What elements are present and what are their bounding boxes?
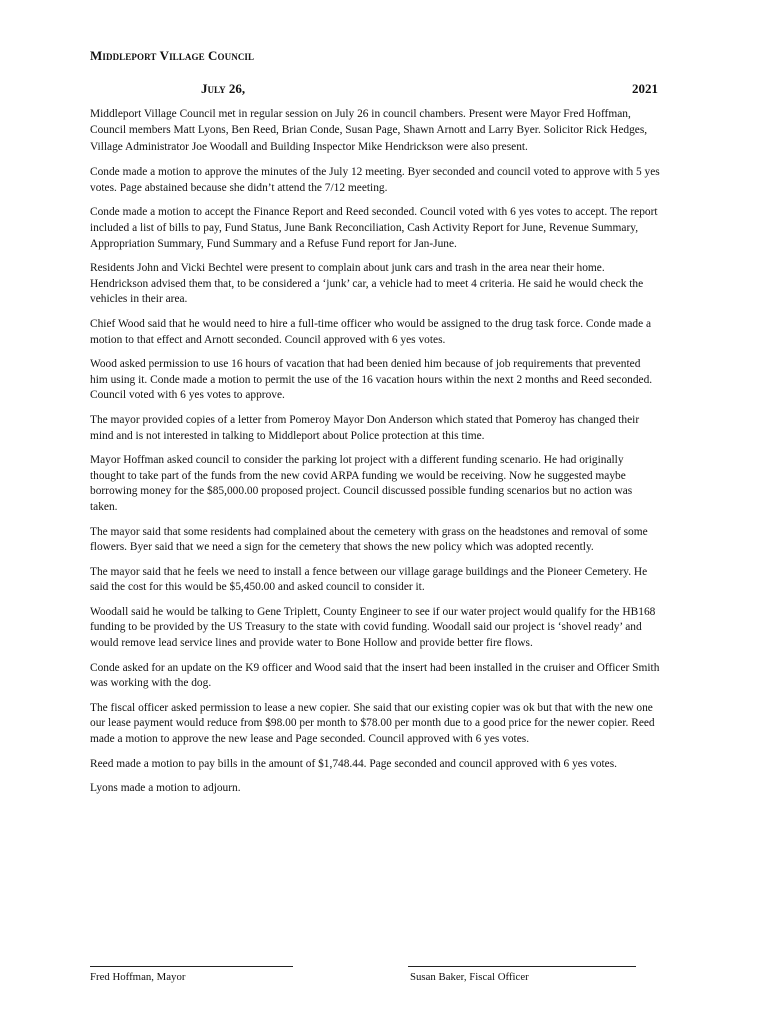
meeting-year: 2021	[632, 81, 658, 96]
document-page	[90, 48, 660, 806]
paragraph-pomeroy-letter: The mayor provided copies of a letter from Pomeroy Mayor Don Anderson which stated that Pomeroy has changed their mind and is not interested in talking to Middleport about Police protection at this time.	[90, 413, 640, 442]
paragraph-water-project: Woodall said he would be talking to Gene Triplett, County Engineer to see if our water project would qualify for the HB168 funding to be provided by the US Treasury to the state with covid funding. Woodall said our project is ‘shovel ready’ and would remove lead service lines and provide water to Bone Hollow and provide better fire flows.	[90, 605, 656, 650]
paragraph-finance-report: Conde made a motion to accept the Finance Report and Reed seconded. Council voted with 6 yes votes to accept. The report included a list of bills to pay, Fund Status, June Bank Reconciliation, Cash Activity Report for June, Revenue Summary, Appropriation Summary, Fund Summary and a Refuse Fund report for Jan-June.	[90, 206, 658, 250]
paragraph-adjourn: Lyons made a motion to adjourn.	[90, 782, 241, 795]
paragraph-cemetery-fence: The mayor said that he feels we need to install a fence between our village garage buildings and the Pioneer Cemetery. He said the cost for this would be $5,450.00 and asked council to consider it.	[90, 565, 648, 594]
paragraph-cemetery-complaints: The mayor said that some residents had complained about the cemetery with grass on the headstones and removal of some flowers. Byer said that we need a sign for the cemetery that shows the new policy which was adopted recently.	[90, 525, 648, 554]
council-title: Middleport Village Council	[90, 48, 255, 63]
paragraph-k9-officer: Conde asked for an update on the K9 officer and Wood said that the insert had been installed in the cruiser and Officer Smith was working with the dog.	[90, 661, 660, 690]
fiscal-officer-signature	[408, 966, 636, 983]
paragraph-minutes-approval: Conde made a motion to approve the minutes of the July 12 meeting. Byer seconded and council voted to approve with 5 yes votes. Page abstained because she didn’t attend the 7/12 meeting.	[90, 166, 660, 194]
signature-block	[90, 966, 650, 996]
fiscal-officer-name: Susan Baker, Fiscal Officer	[410, 971, 529, 983]
paragraph-pay-bills: Reed made a motion to pay bills in the amount of $1,748.44. Page seconded and council approved with 6 yes votes.	[90, 757, 618, 770]
mayor-signature-line	[90, 966, 293, 967]
paragraph-attendance: Middleport Village Council met in regular session on July 26 in council chambers. Present were Mayor Fred Hoffman, Council members Matt Lyons, Ben Reed, Brian Conde, Susan Page, Shawn Arnott and Larry Byer. Solicitor Rick Hedges, Village Administrator Joe Woodall and Building Inspector Mike Hendrickson were also present.	[90, 108, 648, 153]
paragraph-parking-lot: Mayor Hoffman asked council to consider the parking lot project with a different funding scenario. He had originally thought to take part of the funds from the new covid ARPA funding we would be receiving. Now he suggested maybe borrowing money for the $85,000.00 proposed project. Council discussed possible funding scenarios but no action was taken.	[90, 454, 633, 513]
paragraph-drug-task-force: Chief Wood said that he would need to hire a full-time officer who would be assigned to the drug task force. Conde made a motion to that effect and Arnott seconded. Council approved with 6 yes votes.	[90, 317, 652, 346]
meeting-date: July 26,	[201, 81, 246, 96]
mayor-signature	[90, 966, 293, 983]
meeting-date-row	[90, 80, 660, 98]
paragraph-vacation-hours: Wood asked permission to use 16 hours of vacation that had been denied him because of job requirements that prevented him using it. Conde made a motion to permit the use of the 16 vacation hours within the next 2 months and Reed seconded. Council voted with 6 yes votes to approve.	[90, 358, 653, 402]
paragraph-copier-lease: The fiscal officer asked permission to lease a new copier. She said that our existing copier was ok but that with the new one our lease payment would reduce from $98.00 per month to $78.00 per month due to a good price for the newer copier. Reed made a motion to approve the new lease and Page seconded. Council approved with 6 yes votes.	[90, 701, 655, 746]
paragraph-junk-cars: Residents John and Vicki Bechtel were present to complain about junk cars and trash in the area near their home. Hendrickson advised them that, to be considered a ‘junk’ car, a vehicle had to meet 4 criteria. He said he would check the vehicles in their area.	[90, 262, 644, 306]
fiscal-officer-signature-line	[408, 966, 636, 967]
mayor-name: Fred Hoffman, Mayor	[90, 971, 186, 983]
